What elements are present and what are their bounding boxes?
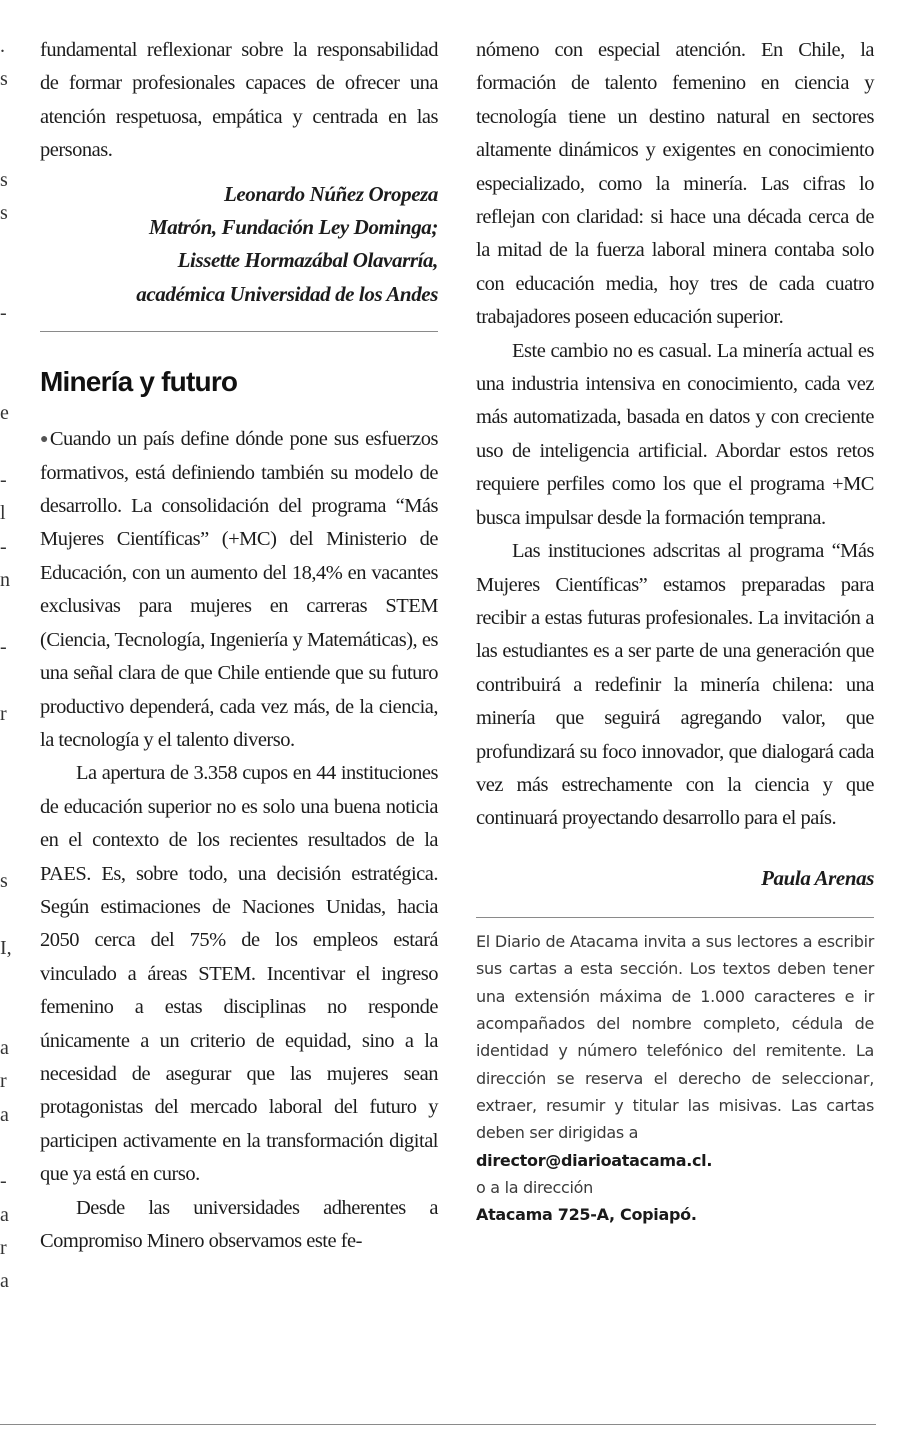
notice-address-intro: o a la dirección bbox=[476, 1177, 593, 1197]
paragraph-text: Cuando un país define dónde pone sus esfuerzos formativos, está definiendo también su modelo de desarrollo. La consolidación del programa “Más Mujeres Científicas” (+MC) del Ministerio de Educación, con un aumento del 18,4% en vacantes exclusivas para mujeres en carreras STEM (Ciencia, Tecnología, Ingeniería y Matemáticas), es una señal clara de que Chile entiende que su futuro productivo dependerá, cada vez más, de la ciencia, la tecnología y el talento diverso. bbox=[40, 428, 438, 751]
letter-paragraph bbox=[40, 423, 438, 757]
letter-one-closing-paragraph: fundamental reflexionar sobre la responsabilidad de formar profesionales capaces de ofrecer una atención respetuosa, empática y centrada en las personas. bbox=[40, 39, 438, 162]
edge-fragment bbox=[0, 331, 14, 364]
signature-line: Matrón, Fundación Ley Dominga; bbox=[148, 215, 438, 240]
edge-fragment: - bbox=[0, 469, 7, 492]
edge-fragment bbox=[0, 431, 14, 464]
edge-fragment: r bbox=[0, 1070, 7, 1093]
edge-fragment bbox=[0, 798, 14, 831]
adjacent-column-edge bbox=[0, 30, 14, 1410]
edge-fragment: s bbox=[0, 168, 8, 191]
edge-fragment: - bbox=[0, 302, 7, 325]
edge-fragment: a bbox=[0, 1036, 9, 1059]
letters-notice-box bbox=[476, 928, 874, 1228]
letter-paragraph: La apertura de 3.358 cupos en 44 instituciones de educación superior no es solo una buena noticia en el contexto de los recientes resultados de la PAES. Es, sobre todo, una decisión estratégica. Según estimaciones de Naciones Unidas, hacia 2050 cerca del 75% de los empleos estará vinculado a áreas STEM. Incentivar el ingreso femenino a estas disciplinas no responde únicamente a un criterio de equidad, sino a la necesidad de asegurar que las mujeres sean protagonistas del mercado laboral del futuro y participen activamente en la transformación digital que ya está en curso. bbox=[40, 762, 438, 1186]
edge-fragment: . bbox=[0, 35, 5, 57]
signature-line: Leonardo Núñez Oropeza bbox=[223, 181, 438, 206]
edge-fragment bbox=[0, 731, 14, 764]
letter-paragraph: Este cambio no es casual. La minería actual es una industria intensiva en conocimiento, cada vez más automatizada, basada en datos y con creciente uso de inteligencia artificial. Abordar estos retos requiere perfiles como los que el programa +MC busca impulsar desde la formación temprana. bbox=[476, 339, 874, 529]
edge-fragment: a bbox=[0, 1103, 9, 1126]
section-divider bbox=[476, 917, 874, 918]
edge-fragment bbox=[0, 664, 14, 697]
letter-paragraph: Desde las universidades adherentes a Compromiso Minero observamos este fe- bbox=[40, 1196, 438, 1252]
edge-fragment bbox=[0, 998, 14, 1031]
edge-fragment: r bbox=[0, 702, 7, 725]
edge-fragment: - bbox=[0, 535, 7, 558]
edge-fragment: r bbox=[0, 1237, 7, 1260]
letter-paragraph: nómeno con especial atención. En Chile, la formación de talento femenino en ciencia y tecnología tiene un destino natural en sectores altamente dinámicos y exigentes en conocimiento especializado, como la minería. Las cifras lo reflejan con claridad: si hace una década cerca de la mitad de la fuerza laboral minera contaba solo con educación media, hoy tres de cada cuatro trabajadores poseen educación superior. bbox=[476, 39, 874, 329]
edge-fragment bbox=[0, 965, 14, 998]
edge-fragment bbox=[0, 1132, 14, 1165]
edge-fragment: s bbox=[0, 68, 8, 91]
edge-fragment bbox=[0, 765, 14, 798]
edge-fragment bbox=[0, 230, 14, 263]
letter-one-signature bbox=[40, 178, 438, 312]
edge-fragment bbox=[0, 264, 14, 297]
letter-paragraph: Las instituciones adscritas al programa “Más Mujeres Científicas” estamos preparadas para recibir a estas futuras profesionales. La invitación a las estudiantes es a ser parte de una generación que contribuirá a redefinir la minería chilena: una minería que seguirá agregando valor, que profundizará su foco innovador, que dialogará cada vez más estrechamente con la ciencia y que continuará proyectando desarrollo para el país. bbox=[476, 540, 874, 830]
edge-fragment bbox=[0, 97, 14, 130]
edge-fragment: a bbox=[0, 1270, 9, 1293]
edge-fragment: s bbox=[0, 201, 8, 224]
signature-line: académica Universidad de los Andes bbox=[136, 281, 438, 306]
letter-title: Minería y futuro bbox=[40, 366, 238, 398]
edge-fragment: - bbox=[0, 1170, 7, 1193]
edge-fragment bbox=[0, 130, 14, 163]
letter-two-signature: Paula Arenas bbox=[761, 865, 874, 890]
edge-fragment: s bbox=[0, 869, 8, 892]
left-column bbox=[40, 34, 438, 1258]
edge-fragment: I, bbox=[0, 936, 12, 959]
edge-fragment: n bbox=[0, 569, 10, 592]
notice-email: director@diarioatacama.cl. bbox=[476, 1150, 713, 1170]
edge-fragment: l bbox=[0, 502, 6, 525]
section-divider bbox=[40, 331, 438, 332]
bullet-icon: ● bbox=[40, 432, 50, 448]
edge-fragment bbox=[0, 898, 14, 931]
edge-fragment bbox=[0, 598, 14, 631]
edge-fragment: e bbox=[0, 402, 9, 425]
right-column bbox=[476, 34, 874, 1228]
notice-address: Atacama 725-A, Copiapó. bbox=[476, 1205, 697, 1225]
edge-fragment: - bbox=[0, 636, 7, 659]
edge-fragment bbox=[0, 364, 14, 397]
page-bottom-rule bbox=[0, 1424, 876, 1425]
edge-fragment bbox=[0, 831, 14, 864]
signature-line: Lissette Hormazábal Olavarría, bbox=[177, 248, 438, 273]
edge-fragment: a bbox=[0, 1203, 9, 1226]
notice-text: El Diario de Atacama invita a sus lectores a escribir sus cartas a esta sección. Los textos deben tener una extensión máxima de 1.000 caracteres e ir acompañados del nombre completo, cédula de identidad y número telefónico del remitente. La dirección se reserva el derecho de seleccionar, extraer, resumir y titular las misivas. Las cartas deben ser dirigidas a bbox=[476, 932, 874, 1143]
